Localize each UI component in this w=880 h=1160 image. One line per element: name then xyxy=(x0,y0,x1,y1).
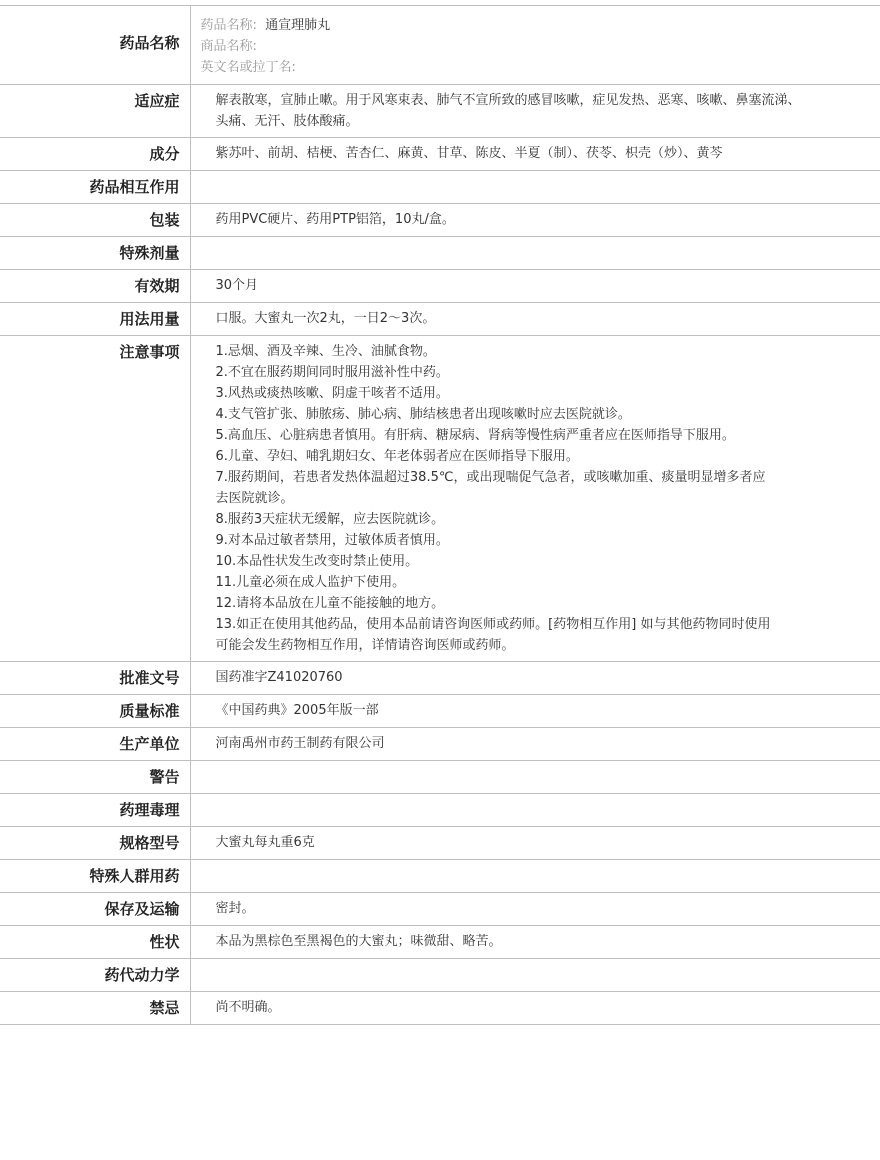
row-label: 禁忌 xyxy=(0,992,190,1025)
precaution-item: 1.忌烟、酒及辛辣、生冷、油腻食物。 xyxy=(215,344,436,359)
row-label: 警告 xyxy=(0,761,190,794)
row-label: 包装 xyxy=(0,204,190,237)
row-label: 特殊人群用药 xyxy=(0,860,190,893)
row-drug-name xyxy=(0,6,880,85)
row-label: 批准文号 xyxy=(0,662,190,695)
approval-value: 国药准字Z41020760 xyxy=(190,662,880,695)
interactions-value xyxy=(190,171,880,204)
precautions-list xyxy=(190,336,880,662)
row-label: 规格型号 xyxy=(0,827,190,860)
precaution-item: 13.如正在使用其他药品，使用本品前请咨询医师或药师。[药物相互作用] 如与其他药物同时使用可能会发生药物相互作用，详情请咨询医师或药师。 xyxy=(215,617,771,653)
product-name-label: 商品名称: xyxy=(200,39,257,54)
precaution-item: 9.对本品过敏者禁用，过敏体质者慎用。 xyxy=(215,533,449,548)
precaution-item: 3.风热或痰热咳嗽、阴虚干咳者不适用。 xyxy=(215,386,449,401)
row-usage xyxy=(0,303,880,336)
row-precautions xyxy=(0,336,880,662)
packaging-value: 药用PVC硬片、药用PTP铝箔，10丸/盒。 xyxy=(190,204,880,237)
row-label: 用法用量 xyxy=(0,303,190,336)
drug-name-value: 通宣理肺丸 xyxy=(265,18,331,33)
row-special-dosage xyxy=(0,237,880,270)
precaution-item: 5.高血压、心脏病患者慎用。有肝病、糖尿病、肾病等慢性病严重者应在医师指导下服用。 xyxy=(215,428,735,443)
row-contraindications xyxy=(0,992,880,1025)
row-label: 成分 xyxy=(0,138,190,171)
row-label: 药品相互作用 xyxy=(0,171,190,204)
special-dosage-value xyxy=(190,237,880,270)
row-indications xyxy=(0,85,880,138)
row-label: 有效期 xyxy=(0,270,190,303)
row-label: 保存及运输 xyxy=(0,893,190,926)
row-pharmacokinetics xyxy=(0,959,880,992)
special-groups-value xyxy=(190,860,880,893)
row-interactions xyxy=(0,171,880,204)
precaution-item: 7.服药期间，若患者发热体温超过38.5℃，或出现喘促气急者，或咳嗽加重、痰量明显增多者应去医院就诊。 xyxy=(215,470,766,506)
toxicology-value xyxy=(190,794,880,827)
row-label: 性状 xyxy=(0,926,190,959)
row-label: 生产单位 xyxy=(0,728,190,761)
row-packaging xyxy=(0,204,880,237)
manufacturer-value: 河南禹州市药王制药有限公司 xyxy=(190,728,880,761)
row-label: 药代动力学 xyxy=(0,959,190,992)
precaution-item: 4.支气管扩张、肺脓疡、肺心病、肺结核患者出现咳嗽时应去医院就诊。 xyxy=(215,407,631,422)
row-label: 注意事项 xyxy=(0,336,190,662)
ingredients-value: 紫苏叶、前胡、桔梗、苦杏仁、麻黄、甘草、陈皮、半夏（制）、茯苓、枳壳（炒）、黄芩 xyxy=(190,138,880,171)
row-manufacturer xyxy=(0,728,880,761)
row-expiry xyxy=(0,270,880,303)
row-warning xyxy=(0,761,880,794)
row-special-groups xyxy=(0,860,880,893)
row-approval xyxy=(0,662,880,695)
quality-value: 《中国药典》2005年版一部 xyxy=(190,695,880,728)
indications-value: 解表散寒，宣肺止嗽。用于风寒束表、肺气不宣所致的感冒咳嗽，症见发热、恶寒、咳嗽、鼻塞流涕、头痛、无汗、肢体酸痛。 xyxy=(190,85,880,138)
english-name-line xyxy=(201,57,811,78)
precaution-item: 11.儿童必须在成人监护下使用。 xyxy=(215,575,406,590)
contraindications-value: 尚不明确。 xyxy=(190,992,880,1025)
row-label: 药理毒理 xyxy=(0,794,190,827)
pharmacokinetics-value xyxy=(190,959,880,992)
warning-value xyxy=(190,761,880,794)
expiry-value: 30个月 xyxy=(190,270,880,303)
drug-name-label: 药品名称: xyxy=(200,18,257,33)
row-label: 适应症 xyxy=(0,85,190,138)
english-name-label: 英文名或拉丁名: xyxy=(200,60,296,75)
row-label: 特殊剂量 xyxy=(0,237,190,270)
specification-value: 大蜜丸每丸重6克 xyxy=(190,827,880,860)
storage-value: 密封。 xyxy=(190,893,880,926)
row-quality xyxy=(0,695,880,728)
row-toxicology xyxy=(0,794,880,827)
row-label: 质量标准 xyxy=(0,695,190,728)
drug-name-line xyxy=(201,15,811,36)
row-appearance xyxy=(0,926,880,959)
precaution-item: 6.儿童、孕妇、哺乳期妇女、年老体弱者应在医师指导下服用。 xyxy=(215,449,579,464)
appearance-value: 本品为黑棕色至黑褐色的大蜜丸；味微甜、略苦。 xyxy=(190,926,880,959)
usage-value: 口服。大蜜丸一次2丸，一日2～3次。 xyxy=(190,303,880,336)
row-ingredients xyxy=(0,138,880,171)
precaution-item: 12.请将本品放在儿童不能接触的地方。 xyxy=(215,596,445,611)
precaution-item: 10.本品性状发生改变时禁止使用。 xyxy=(215,554,419,569)
row-storage xyxy=(0,893,880,926)
name-block xyxy=(190,6,880,85)
row-label: 药品名称 xyxy=(0,6,190,85)
drug-info-table xyxy=(0,5,880,1025)
row-specification xyxy=(0,827,880,860)
precaution-item: 8.服药3天症状无缓解，应去医院就诊。 xyxy=(215,512,445,527)
product-name-line xyxy=(201,36,811,57)
precaution-item: 2.不宜在服药期间同时服用滋补性中药。 xyxy=(215,365,449,380)
